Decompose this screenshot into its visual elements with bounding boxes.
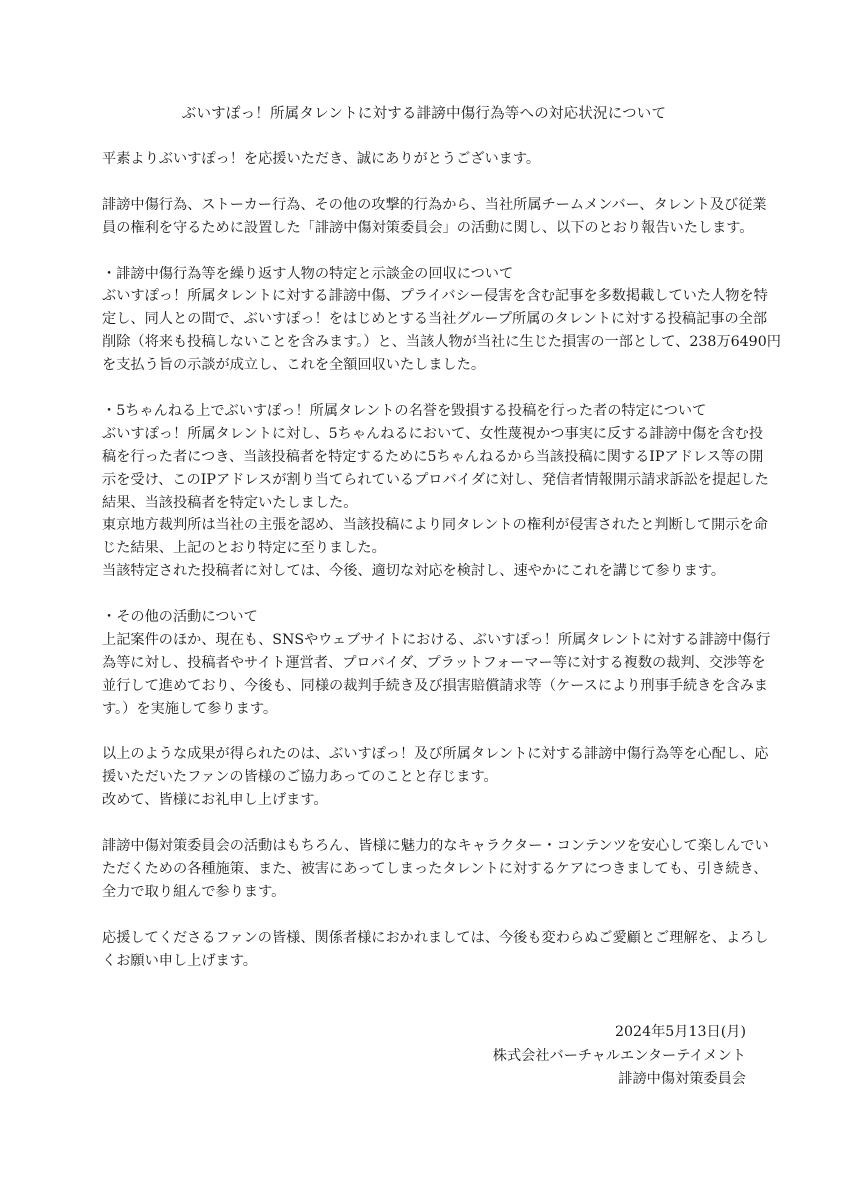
- section-line: 示を受け、このIPアドレスが割り当てられているプロバイダに対し、発信者情報開示請求訴訟を提起した: [102, 471, 769, 488]
- greeting-line: 平素よりぶいすぽっ！を応援いただき、誠にありがとうございます。: [102, 151, 541, 167]
- section-line: じた結果、上記のとおり特定に至りました。: [102, 540, 386, 557]
- closing-paragraph: [102, 927, 769, 973]
- thanks-line: 以上のような成果が得られたのは、ぶいすぽっ！及び所属タレントに対する誹謗中傷行為等を心配し、応: [102, 746, 769, 763]
- thanks-line: 援いただいたファンの皆様のご協力あってのことと存じます。: [102, 769, 498, 786]
- commitment-paragraph: [102, 835, 769, 904]
- section-line: 為等に対し、投稿者やサイト運営者、プロバイダ、プラットフォーマー等に対する複数の裁判、交渉等を: [102, 654, 766, 671]
- thanks-paragraph: [102, 743, 769, 812]
- section-line: 削除（将来も投稿しないことを含みます。）と、当該人物が当社に生じた損害の一部として、238万6490円: [102, 334, 781, 351]
- intro-paragraph: [102, 194, 767, 240]
- section-line: 当該特定された投稿者に対しては、今後、適切な対応を検討し、速やかにこれを講じて参ります。: [102, 563, 726, 580]
- closing-line: くお願い申し上げます。: [102, 952, 257, 969]
- section-5ch-identification: [102, 400, 769, 583]
- signature-company: 株式会社バーチャルエンターテイメント: [492, 1047, 746, 1064]
- intro-line: 員の権利を守るために設置した「誹謗中傷対策委員会」の活動に関し、以下のとおり報告いたします。: [102, 219, 754, 236]
- intro-line: 誹謗中傷行為、ストーカー行為、その他の攻撃的行為から、当社所属チームメンバー、タレント及び従業: [102, 196, 767, 213]
- section-line: す。）を実施して参ります。: [102, 700, 278, 717]
- section-settlement: [102, 263, 781, 378]
- section-line: を支払う旨の示談が成立し、これを全額回収いたしました。: [102, 357, 486, 374]
- closing-line: 応援してくださるファンの皆様、関係者様におかれましては、今後も変わらぬご愛顧とご理解を、よろし: [102, 929, 769, 946]
- section-line: ぶいすぽっ！所属タレントに対する誹謗中傷、プライバシー侵害を含む記事を多数掲載していた人物を特: [102, 288, 768, 305]
- section-line: 稿を行った者につき、当該投稿者を特定するために5ちゃんねるから当該投稿に関するIPアドレス等の開: [102, 448, 764, 465]
- thanks-line: 改めて、皆様にお礼申し上げます。: [102, 792, 328, 809]
- section-heading: ・誹謗中傷行為等を繰り返す人物の特定と示談金の回収について: [102, 265, 514, 282]
- section-line: 定し、同人との間で、ぶいすぽっ！をはじめとする当社グループ所属のタレントに対する投稿記事の全部: [102, 311, 768, 328]
- section-other-activities: [102, 606, 771, 721]
- commitment-line: ただくための各種施策、また、被害にあってしまったタレントに対するケアにつきましても、引き続き、: [102, 861, 768, 877]
- signature-date: 2024年5月13日(月): [614, 1024, 746, 1040]
- section-line: 東京地方裁判所は当社の主張を認め、当該投稿により同タレントの権利が侵害されたと判断して開示を命: [102, 517, 768, 534]
- commitment-line: 誹謗中傷対策委員会の活動はもちろん、皆様に魅力的なキャラクター・コンテンツを安心して楽しんでい: [102, 838, 769, 855]
- section-line: 上記案件のほか、現在も、SNSやウェブサイトにおける、ぶいすぽっ！所属タレントに対する誹謗中傷行: [102, 631, 771, 648]
- section-heading: ・その他の活動について: [102, 609, 258, 626]
- section-line: 並行して進めており、今後も、同様の裁判手続き及び損害賠償請求等（ケースにより刑事手続きを含みま: [102, 677, 769, 694]
- commitment-line: 全力で取り組んで参ります。: [102, 883, 286, 900]
- document-body: [102, 148, 781, 995]
- document-title: ぶいすぽっ！所属タレントに対する誹謗中傷行為等への対応状況について: [181, 106, 667, 122]
- greeting-paragraph: [102, 148, 750, 171]
- section-line: ぶいすぽっ！所属タレントに対し、5ちゃんねるにおいて、女性蔑視かつ事実に反する誹謗中傷を含む投: [102, 425, 764, 442]
- section-heading: ・5ちゃんねる上でぶいすぽっ！所属タレントの名誉を毀損する投稿を行った者の特定について: [102, 402, 707, 419]
- signature-committee: 誹謗中傷対策委員会: [618, 1071, 746, 1087]
- section-line: 結果、当該投稿者を特定いたしました。: [102, 494, 358, 511]
- signature-block: [493, 1021, 746, 1092]
